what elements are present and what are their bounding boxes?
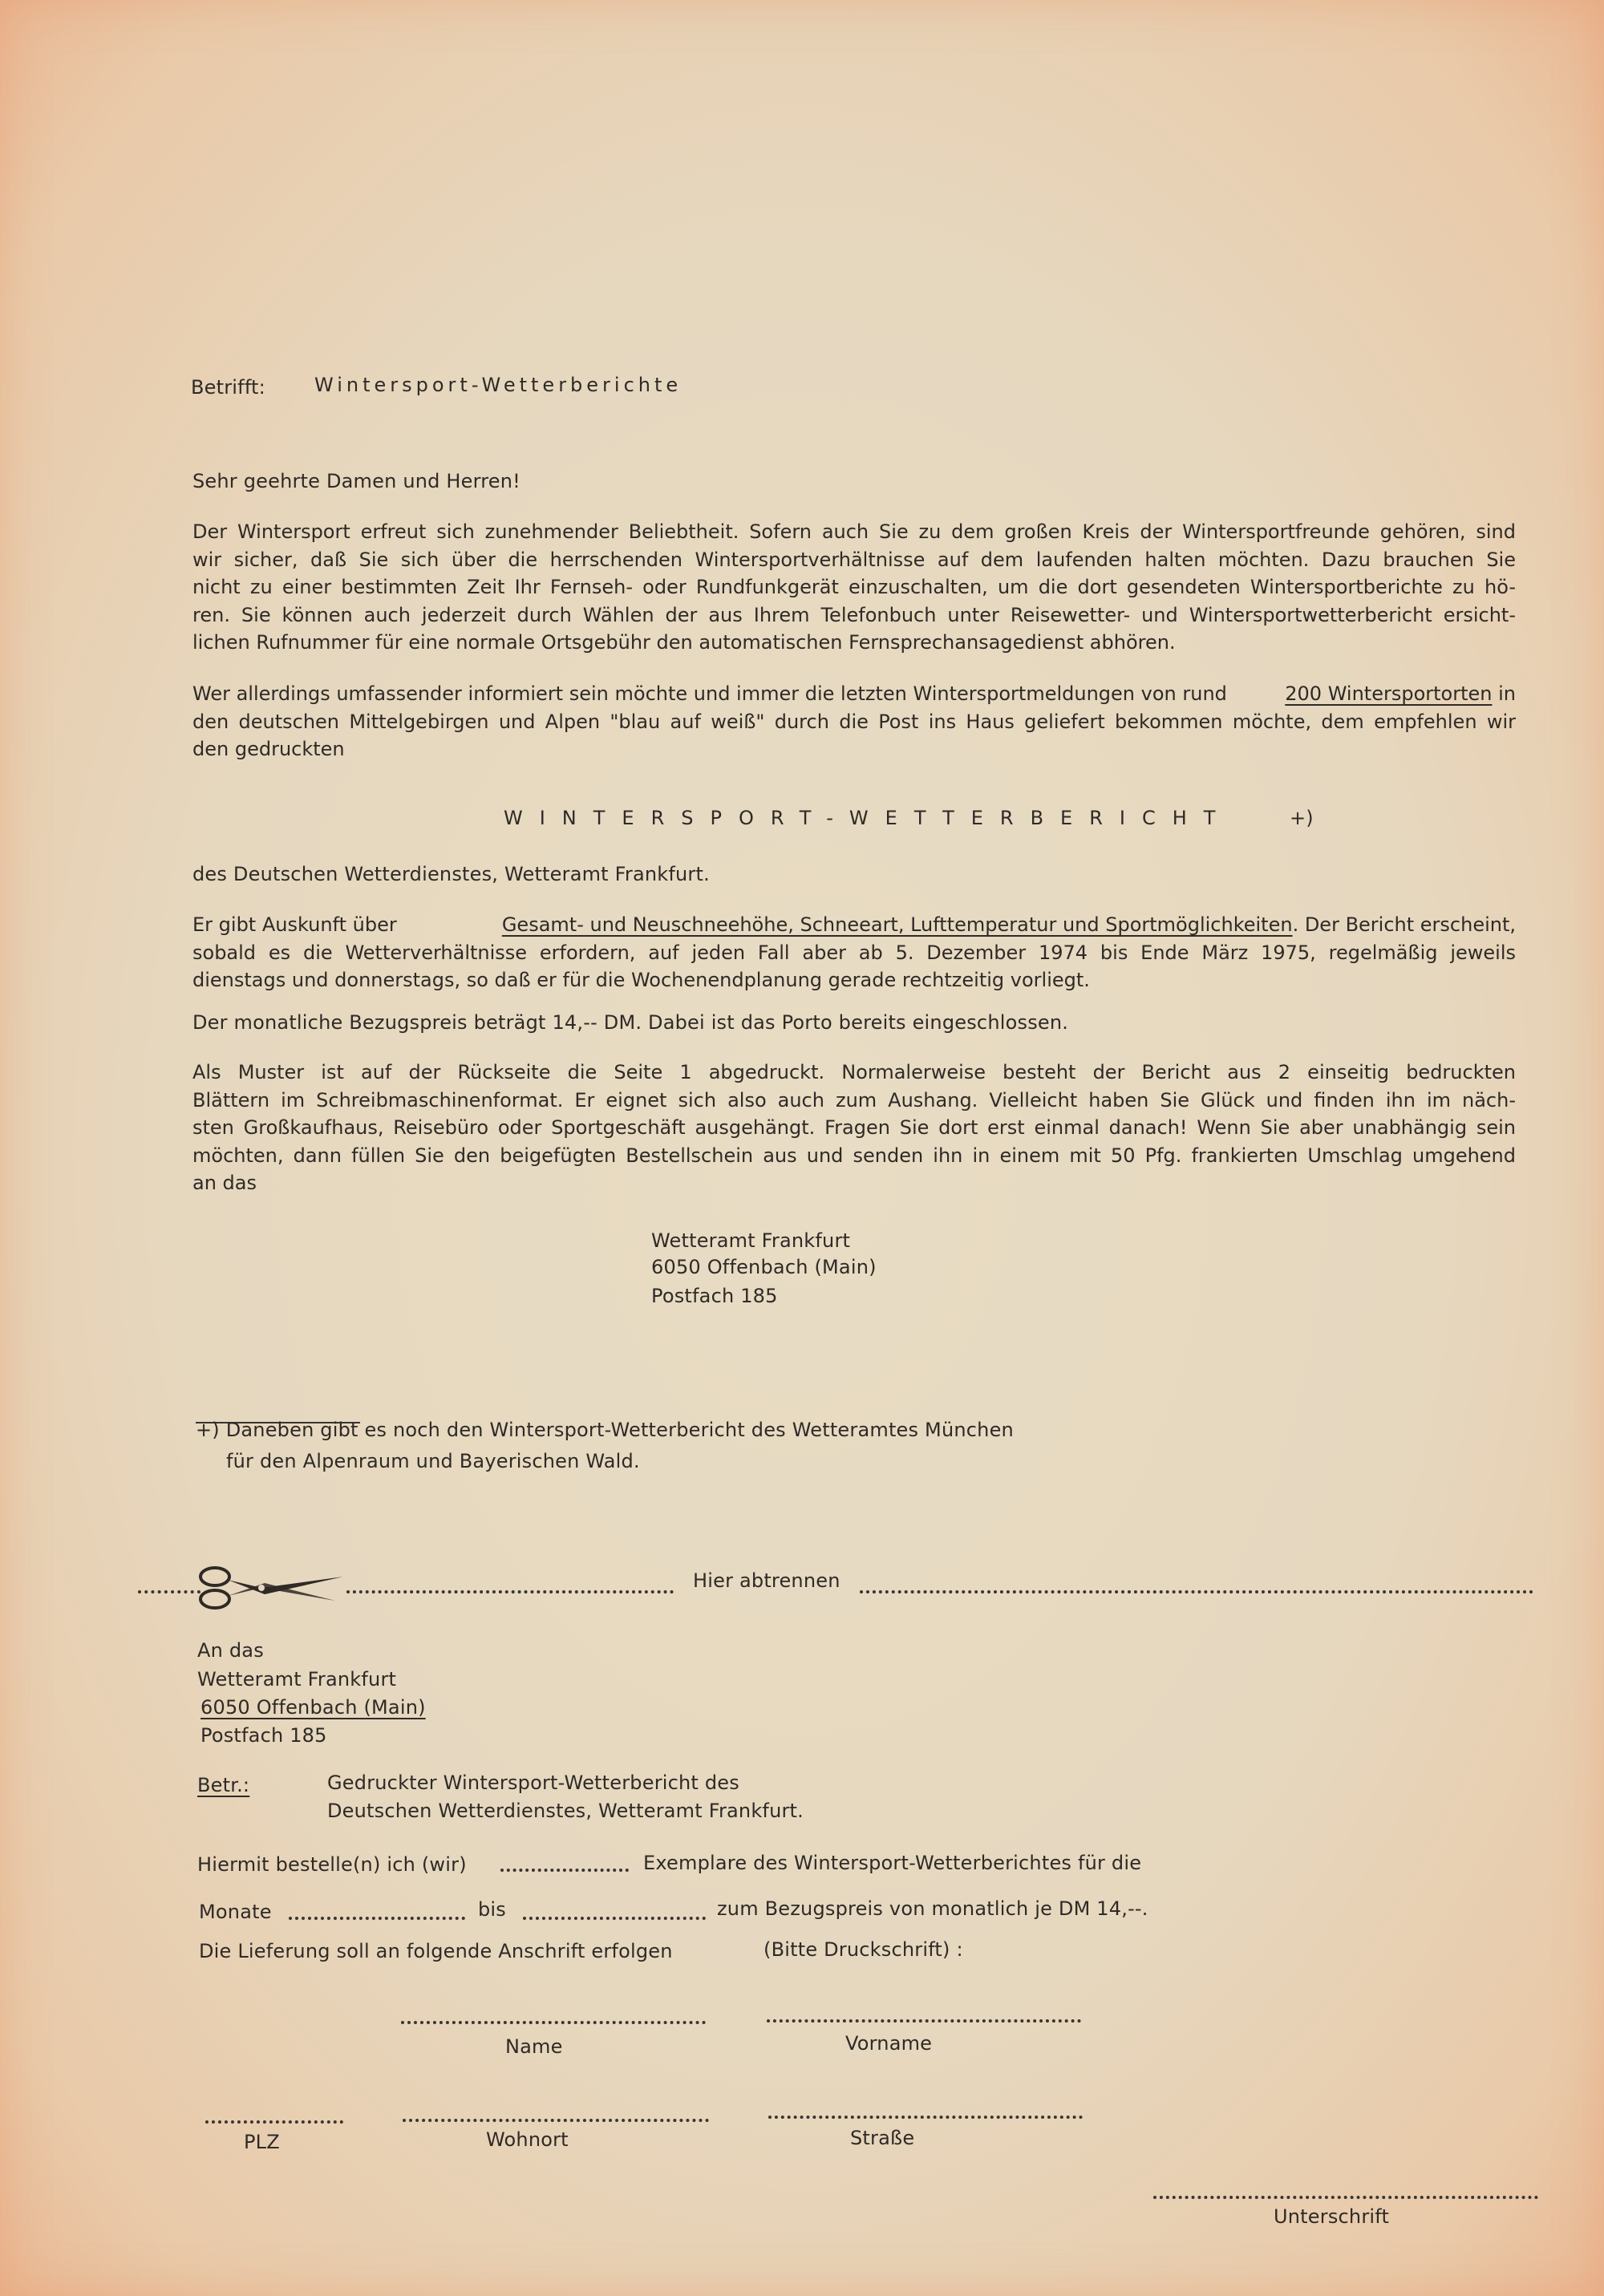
text-line: Als Muster ist auf der Rückseite die Seite 1 abgedruckt. Normalerweise besteht der Bericht aus 2 einseitig bedruckten [192, 1061, 1516, 1083]
paragraph-offer [192, 680, 1516, 763]
text-line: dienstags und donnerstags, so daß er für die Wochenendplanung gerade rechtzeitig vorliegt. [192, 969, 1090, 991]
heading-footnote-mark: +) [1290, 807, 1314, 829]
strasse-label: Straße [850, 2127, 915, 2149]
betr-label: Betr.: [197, 1774, 250, 1796]
address-line: Postfach 185 [651, 1285, 778, 1307]
text-line: sten Großkaufhaus, Reisebüro oder Sportgeschäft ausgehängt. Fragen Sie dort erst einmal danach! Wenn Sie aber unabhängig sein [192, 1116, 1516, 1139]
underlined-text: 200 Wintersportorten [1285, 682, 1493, 705]
footnote-line: für den Alpenraum und Bayerischen Wald. [226, 1450, 640, 1472]
months-from-field[interactable] [289, 1917, 465, 1920]
copies-field[interactable] [500, 1869, 629, 1872]
order-text: Hiermit bestelle(n) ich (wir) [197, 1853, 467, 1876]
text-fragment: Er gibt Auskunft über [192, 913, 397, 936]
recipient-line: Wetteramt Frankfurt [197, 1668, 397, 1691]
text-fragment: Wer allerdings umfassender informiert sein möchte und immer die letzten Wintersportmeldungen von rund [192, 682, 1227, 705]
subject-value: Wintersport-Wetterberichte [314, 374, 683, 396]
strasse-field[interactable] [768, 2116, 1083, 2119]
delivery-text: Die Lieferung soll an folgende Anschrift erfolgen [199, 1940, 673, 1962]
text-line: sobald es die Wetterverhältnisse erfordern, auf jeden Fall aber ab 5. Dezember 1974 bis Ende März 1975, regelmäßig jeweils [192, 941, 1516, 964]
months-text: bis [478, 1898, 507, 1921]
recipient-line: 6050 Offenbach (Main) [200, 1696, 426, 1719]
text-line: an das [192, 1172, 257, 1194]
signature-label: Unterschrift [1274, 2205, 1390, 2228]
recipient-line: Postfach 185 [200, 1724, 327, 1747]
wohnort-label: Wohnort [486, 2128, 569, 2151]
plz-label: PLZ [244, 2131, 280, 2153]
months-to-field[interactable] [523, 1917, 706, 1920]
months-text: Monate [199, 1901, 272, 1923]
report-heading: WINTERSPORT-WETTERBERICHT [504, 807, 1233, 829]
price-line: Der monatliche Bezugspreis beträgt 14,-- DM. Dabei ist das Porto bereits eingeschlossen. [192, 1011, 1069, 1034]
months-text: zum Bezugspreis von monatlich je DM 14,--. [717, 1897, 1148, 1920]
text-line: den gedruckten [192, 738, 345, 760]
text-line: Der Wintersport erfreut sich zunehmender Beliebtheit. Sofern auch Sie zu dem großen Kreis der Wintersportfreunde gehören, sind [192, 520, 1516, 543]
address-line: Wetteramt Frankfurt [651, 1229, 851, 1252]
vorname-field[interactable] [767, 2019, 1081, 2023]
block-letters-note: (Bitte Druckschrift) : [764, 1938, 963, 1961]
cut-line-dots [138, 1590, 200, 1593]
text-line: ren. Sie können auch jederzeit durch Wählen der aus Ihrem Telefonbuch unter Reisewetter- und Wintersportwetterbericht ersicht- [192, 603, 1516, 626]
betr-value: Deutschen Wetterdienstes, Wetteramt Frankfurt. [327, 1800, 804, 1822]
underlined-text: Gesamt- und Neuschneehöhe, Schneeart, Lufttemperatur und Sportmöglichkeiten [501, 913, 1293, 936]
text-line: wir sicher, daß Sie sich über die herrschenden Wintersportverhältnisse auf dem laufenden halten möchten. Dazu brauchen Sie [192, 548, 1516, 571]
text-fragment: in [1498, 682, 1516, 705]
subject-label: Betrifft: [191, 376, 265, 399]
order-text: Exemplare des Wintersport-Wetterberichtes für die [643, 1852, 1142, 1874]
name-field[interactable] [401, 2021, 706, 2024]
cut-line-dots [346, 1590, 674, 1593]
signature-field[interactable] [1153, 2196, 1538, 2199]
text-line: Blättern im Schreibmaschinenformat. Er eignet sich also auch zum Aushang. Vielleicht haben Sie Glück und finden ihn im näch- [192, 1088, 1516, 1112]
betr-value: Gedruckter Wintersport-Wetterbericht des [327, 1772, 739, 1794]
cut-label: Hier abtrennen [693, 1569, 840, 1592]
paragraph-sample [192, 1059, 1516, 1197]
paragraph-details [192, 911, 1516, 994]
recipient-line: An das [197, 1639, 264, 1662]
text-fragment: . Der Bericht erscheint, [1292, 913, 1516, 936]
vorname-label: Vorname [845, 2032, 933, 2055]
text-line: den deutschen Mittelgebirgen und Alpen "blau auf weiß" durch die Post ins Haus geliefert bekommen möchte, dem empfehlen wir [192, 710, 1516, 733]
wohnort-field[interactable] [403, 2119, 709, 2122]
plz-field[interactable] [205, 2120, 343, 2124]
scissors-icon [197, 1559, 345, 1615]
address-line: 6050 Offenbach (Main) [651, 1256, 877, 1278]
footnote-line: +) Daneben gibt es noch den Wintersport-Wetterbericht des Wetteramtes München [196, 1419, 1014, 1441]
text-line: möchten, dann füllen Sie den beigefügten Bestellschein aus und senden ihn in einem mit 50 Pfg. frankierten Umschlag umgehend [192, 1144, 1516, 1167]
name-label: Name [505, 2035, 563, 2058]
paragraph-intro [192, 518, 1516, 657]
salutation: Sehr geehrte Damen und Herren! [192, 470, 521, 492]
text-line: nicht zu einer bestimmten Zeit Ihr Fernseh- oder Rundfunkgerät einzuschalten, um die dort gesendeten Wintersportberichte zu hö- [192, 576, 1516, 598]
cut-line-dots [860, 1590, 1533, 1593]
source-line: des Deutschen Wetterdienstes, Wetteramt Frankfurt. [192, 863, 710, 885]
text-line: lichen Rufnummer für eine normale Ortsgebühr den automatischen Fernsprechansagedienst abhören. [192, 631, 1176, 654]
